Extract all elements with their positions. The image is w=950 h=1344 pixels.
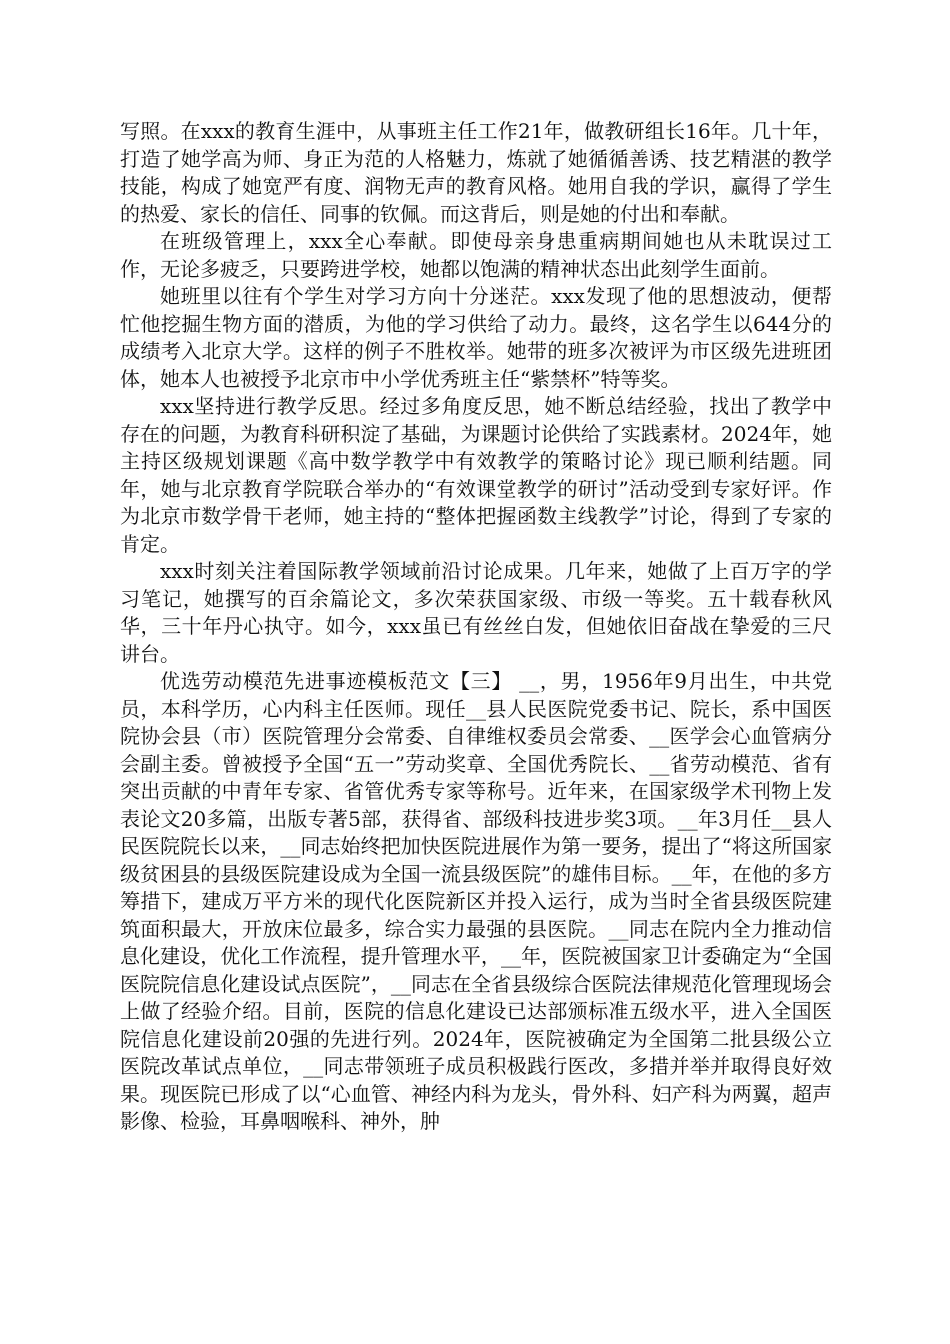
document-page [120, 118, 832, 1136]
paragraph-3: 她班里以往有个学生对学习方向十分迷茫。xxx发现了他的思想波动，便帮忙他挖掘生物方面的潜质，为他的学习供给了动力。最终，这名学生以644分的成绩考入北京大学。这样的例子不胜枚举。她带的班多次被评为市区级先进班团体，她本人也被授予北京市中小学优秀班主任“紫禁杯”特等奖。 [120, 284, 832, 391]
paragraph-6: 优选劳动模范先进事迹模板范文【三】 __，男，1956年9月出生，中共党员，本科学历，心内科主任医师。现任__县人民医院党委书记、院长，系中国医院协会县（市）医院管理分会常委、自律维权委员会常委、__医学会心血管病分会副主委。曾被授予全国“五一”劳动奖章、全国优秀院长、__省劳动模范、省有突出贡献的中青年专家、省管优秀专家等称号。近年来，在国家级学术刊物上发表论文20多篇，出版专著5部，获得省、部级科技进步奖3项。__年3月任__县人民医院院长以来，__同志始终把加快医院进展作为第一要务，提出了“将这所国家级贫困县的县级医院建设成为全国一流县级医院”的雄伟目标。__年，在他的多方筹措下，建成万平方米的现代化医院新区并投入运行，成为当时全省县级医院建筑面积最大，开放床位最多，综合实力最强的县医院。__同志在院内全力推动信息化建设，优化工作流程，提升管理水平，__年，医院被国家卫计委确定为“全国医院院信息化建设试点医院”，__同志在全省县级综合医院法律规范化管理现场会上做了经验介绍。目前，医院的信息化建设已达部颁标准五级水平，进入全国医院信息化建设前20强的先进行列。2024年，医院被确定为全国第二批县级公立医院改革试点单位，__同志带领班子成员积极践行医改，多措并举并取得良好效果。现医院已形成了以“心血管、神经内科为龙头，骨外科、妇产科为两翼，超声影像、检验，耳鼻咽喉科、神外，肿 [120, 669, 832, 1133]
paragraph-1: 写照。在xxx的教育生涯中，从事班主任工作21年，做教研组长16年。几十年，打造了她学高为师、身正为范的人格魅力，炼就了她循循善诱、技艺精湛的教学技能，构成了她宽严有度、润物无声的教育风格。她用自我的学识，赢得了学生的热爱、家长的信任、同事的钦佩。而这背后，则是她的付出和奉献。 [120, 119, 832, 226]
paragraph-2: 在班级管理上，xxx全心奉献。即使母亲身患重病期间她也从未耽误过工作，无论多疲乏，只要跨进学校，她都以饱满的精神状态出此刻学生面前。 [120, 229, 832, 281]
paragraph-5: xxx时刻关注着国际教学领域前沿讨论成果。几年来，她做了上百万字的学习笔记，她撰写的百余篇论文，多次荣获国家级、市级一等奖。五十载春秋风华，三十年丹心执守。如今，xxx虽已有丝丝白发，但她依旧奋战在挚爱的三尺讲台。 [120, 559, 832, 666]
paragraph-4: xxx坚持进行教学反思。经过多角度反思，她不断总结经验，找出了教学中存在的问题，为教育科研积淀了基础，为课题讨论供给了实践素材。2024年，她主持区级规划课题《高中数学教学中有效教学的策略讨论》现已顺利结题。同年，她与北京教育学院联合举办的“有效课堂教学的研讨”活动受到专家好评。作为北京市数学骨干老师，她主持的“整体把握函数主线教学”讨论，得到了专家的肯定。 [120, 394, 832, 556]
